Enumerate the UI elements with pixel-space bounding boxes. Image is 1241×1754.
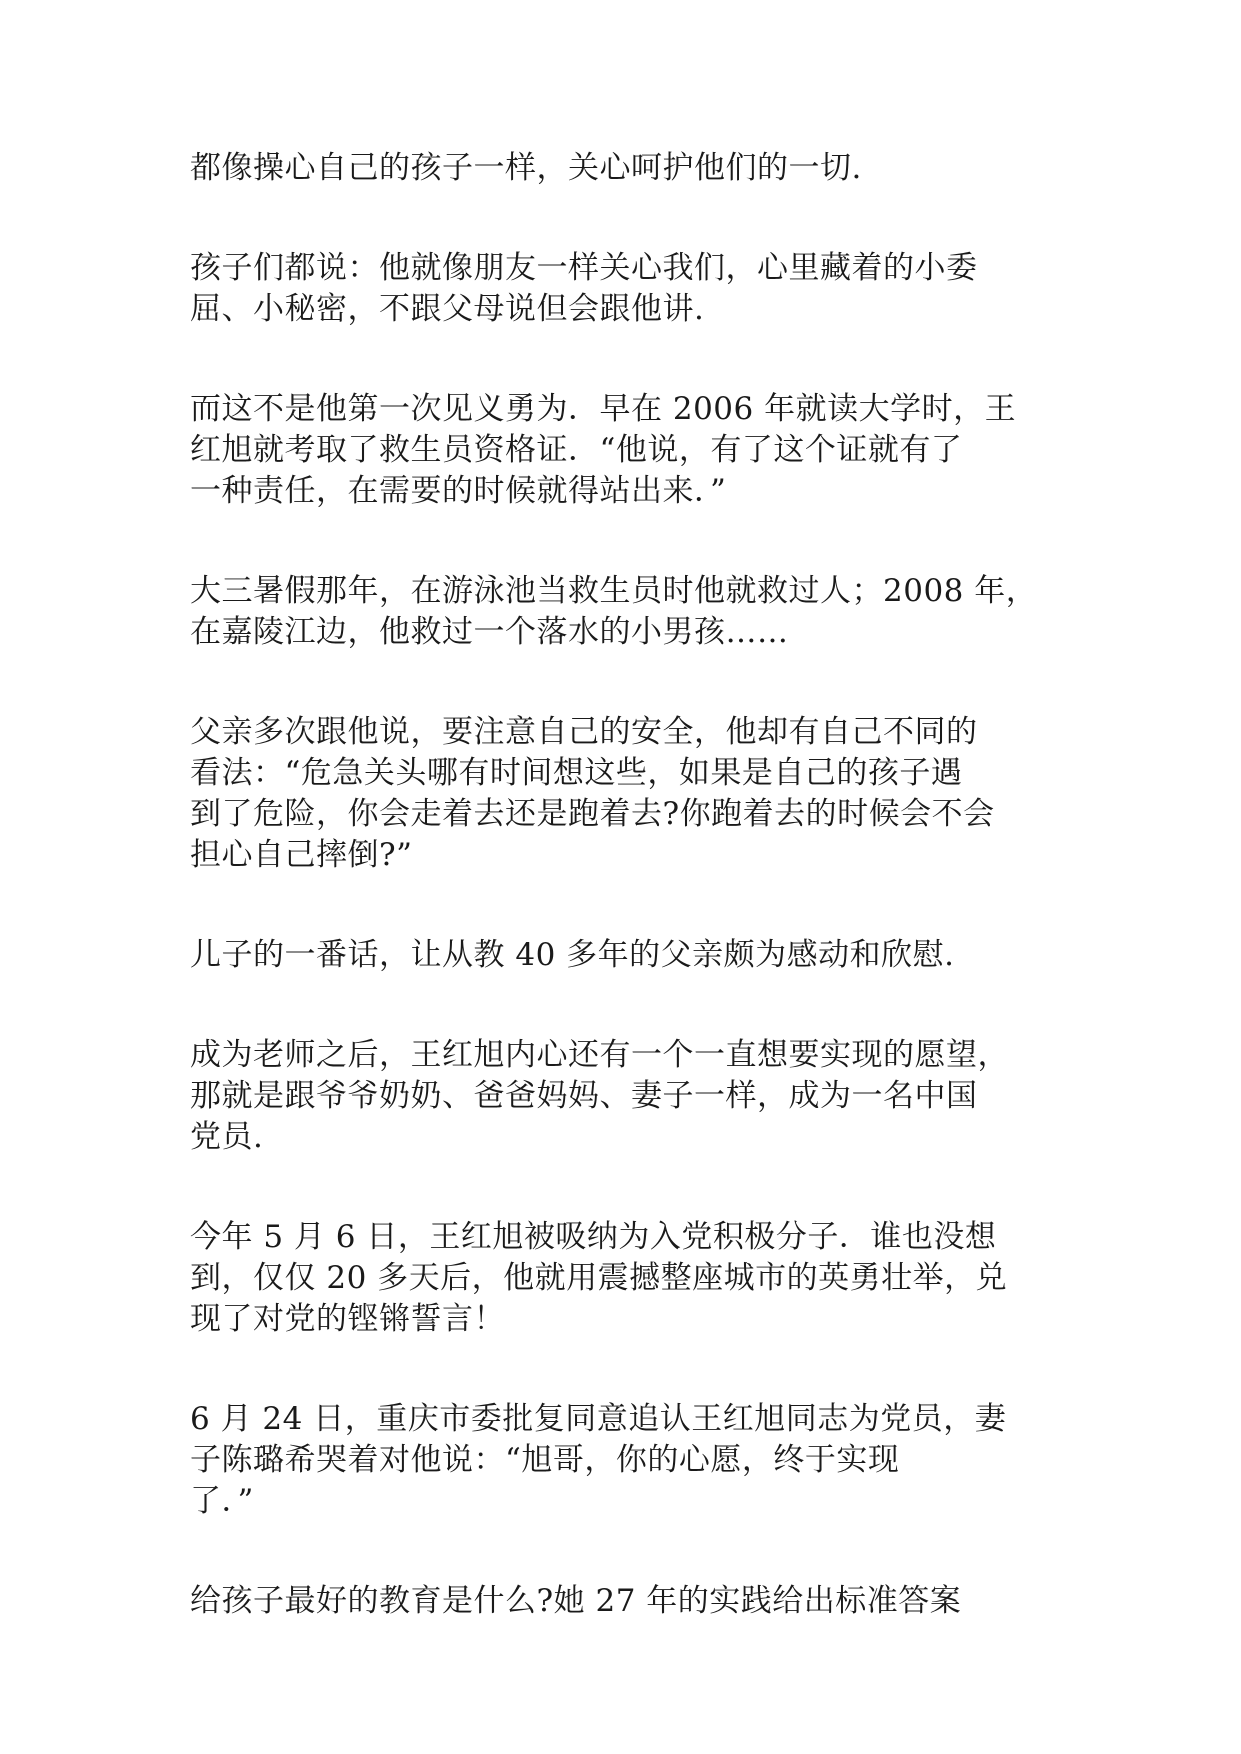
paragraph: 今年 5 月 6 日，王红旭被吸纳为入党积极分子．谁也没想 到，仅仅 20 多天后，他就用震撼整座城市的英勇壮举，兑 现了对党的铿锵誓言！	[190, 1219, 1008, 1337]
paragraph: 成为老师之后，王红旭内心还有一个一直想要实现的愿望， 那就是跟爷爷奶奶、爸爸妈妈、妻子一样，成为一名中国 党员.	[190, 1037, 1009, 1155]
paragraph: 给孩子最好的教育是什么?她 27 年的实践给出标准答案	[190, 1583, 962, 1619]
paragraph: 父亲多次跟他说，要注意自己的安全，他却有自己不同的 看法：“危急关头哪有时间想这些，如果是自己的孩子遇 到了危险，你会走着去还是跑着去?你跑着去的时候会不会 担心自己摔倒?”	[190, 714, 995, 873]
paragraph: 儿子的一番话，让从教 40 多年的父亲颇为感动和欣慰.	[190, 937, 955, 973]
paragraph: 大三暑假那年，在游泳池当救生员时他就救过人；2008 年， 在嘉陵江边，他救过一个落水的小男孩……	[190, 573, 1038, 650]
document-body	[190, 148, 1070, 1681]
paragraph: 6 月 24 日，重庆市委批复同意追认王红旭同志为党员，妻 子陈璐希哭着对他说：“旭哥，你的心愿，终于实现 了．”	[190, 1401, 1007, 1519]
paragraph: 都像操心自己的孩子一样，关心呵护他们的一切.	[190, 150, 862, 186]
paragraph: 孩子们都说：他就像朋友一样关心我们，心里藏着的小委 屈、小秘密，不跟父母说但会跟他讲.	[190, 250, 978, 327]
paragraph: 而这不是他第一次见义勇为．早在 2006 年就读大学时，王 红旭就考取了救生员资格证．“他说，有了这个证就有了 一种责任，在需要的时候就得站出来．”	[190, 391, 1017, 509]
